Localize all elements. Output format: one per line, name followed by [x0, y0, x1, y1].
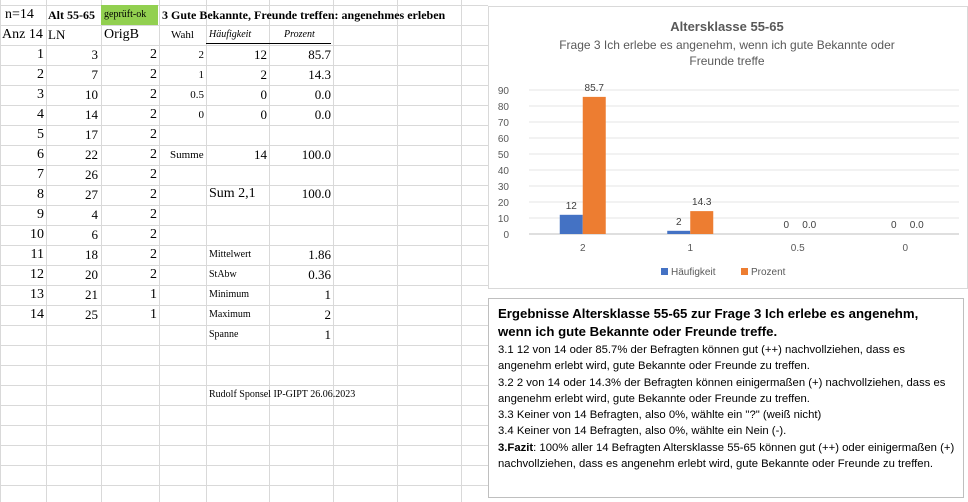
stat-value[interactable]: 1.86 [308, 247, 331, 262]
results-textbox[interactable] [488, 298, 964, 498]
stat-value[interactable]: 1 [324, 327, 331, 342]
origb-value[interactable]: 2 [150, 127, 157, 142]
summe-h[interactable]: 14 [254, 147, 267, 162]
ln-value[interactable]: 6 [91, 227, 98, 242]
freq-h-value[interactable]: 12 [254, 47, 267, 62]
prozent-header[interactable]: Prozent [284, 29, 315, 40]
row-number[interactable]: 9 [37, 207, 44, 222]
row-number[interactable]: 2 [37, 67, 44, 82]
bar-haeufigkeit [667, 231, 690, 234]
row-number[interactable]: 6 [37, 147, 44, 162]
origb-value[interactable]: 2 [150, 207, 157, 222]
freq-h-value[interactable]: 2 [260, 67, 267, 82]
y-tick-label: 50 [497, 150, 509, 161]
grid-vline [333, 0, 334, 502]
ln-value[interactable]: 14 [85, 107, 98, 122]
ln-value[interactable]: 27 [85, 187, 98, 202]
row-number[interactable]: 5 [37, 127, 44, 142]
origb-value[interactable]: 1 [150, 307, 157, 322]
y-tick-label: 10 [497, 214, 509, 225]
data-label: 2 [675, 216, 682, 228]
row-number[interactable]: 13 [30, 287, 44, 302]
grid-vline [461, 0, 462, 502]
row-number[interactable]: 3 [37, 87, 44, 102]
origb-value[interactable]: 2 [150, 247, 157, 262]
row-number[interactable]: 14 [30, 307, 44, 322]
freq-p-value[interactable]: 14.3 [308, 67, 331, 82]
ln-value[interactable]: 20 [85, 267, 98, 282]
data-label: 0.0 [909, 220, 924, 231]
chart-subtitle-2: Freunde treffe [689, 54, 765, 68]
x-tick-label: 0 [902, 243, 909, 254]
grid-hline [0, 365, 488, 366]
x-tick-label: 2 [579, 243, 586, 254]
results-title: Ergebnisse Altersklasse 55-65 zur Frage 3 Ich erlebe es angenehm, wenn ich gute Bekannte oder Freunde treffe. [498, 306, 919, 339]
grid-hline [0, 405, 488, 406]
origb-value[interactable]: 2 [150, 267, 157, 282]
origb-value[interactable]: 2 [150, 67, 157, 82]
legend-label-haeufigkeit: Häufigkeit [671, 267, 716, 278]
n-cell[interactable]: n=14 [5, 7, 34, 22]
data-label: 0.0 [802, 220, 817, 231]
bar-chart[interactable] [488, 6, 968, 289]
origb-header[interactable]: OrigB [104, 27, 139, 42]
grid-hline [0, 325, 488, 326]
chart-subtitle-1: Frage 3 Ich erlebe es angenehm, wenn ich gute Bekannte oder [559, 38, 895, 52]
result-3-3: 3.3 Keiner von 14 Befragten, also 0%, wählte ein "?" (weiß nicht) [498, 409, 822, 422]
ln-value[interactable]: 26 [85, 167, 98, 182]
result-3-4: 3.4 Keiner von 14 Befragten, also 0%, wählte ein Nein (-). [498, 425, 787, 438]
ln-value[interactable]: 21 [85, 287, 98, 302]
question-cell[interactable]: 3 Gute Bekannte, Freunde treffen: angenehmes erleben [162, 8, 446, 22]
origb-value[interactable]: 2 [150, 167, 157, 182]
grid-hline [0, 445, 488, 446]
origb-value[interactable]: 1 [150, 287, 157, 302]
wahl-value[interactable]: 2 [198, 49, 204, 61]
y-tick-label: 0 [503, 230, 509, 241]
data-label: 0 [890, 220, 897, 231]
stat-label[interactable]: Minimum [209, 289, 250, 300]
y-tick-label: 40 [497, 166, 509, 177]
row-number[interactable]: 10 [30, 227, 44, 242]
grid-hline [0, 425, 488, 426]
wahl-value[interactable]: 0.5 [190, 89, 204, 101]
plot-area [498, 83, 959, 278]
fazit-label: 3.Fazit [498, 441, 534, 454]
footer-credit[interactable]: Rudolf Sponsel IP-GIPT 26.06.2023 [209, 389, 356, 400]
legend-swatch-prozent [741, 268, 748, 275]
origb-value[interactable]: 2 [150, 187, 157, 202]
x-tick-label: 0.5 [790, 243, 805, 254]
ln-value[interactable]: 10 [85, 87, 98, 102]
result-fazit [498, 440, 955, 473]
ln-value[interactable]: 7 [91, 67, 98, 82]
checked-cell[interactable]: geprüft-ok [104, 9, 147, 20]
ln-value[interactable]: 17 [85, 127, 98, 142]
ln-value[interactable]: 4 [91, 207, 98, 222]
sum21-p[interactable]: 100.0 [301, 186, 331, 201]
ln-value[interactable]: 18 [85, 247, 98, 262]
y-tick-label: 30 [497, 182, 509, 193]
row-number[interactable]: 11 [30, 247, 44, 262]
grid-hline [0, 465, 488, 466]
y-tick-label: 90 [497, 86, 509, 97]
stat-label[interactable]: Mittelwert [209, 249, 252, 260]
grid-hline [0, 485, 488, 486]
row-number[interactable]: 4 [37, 107, 44, 122]
sum21-label[interactable]: Sum 2,1 [209, 186, 256, 201]
data-label: 85.7 [584, 82, 604, 94]
result-3-1: 3.1 12 von 14 oder 85.7% der Befragten können gut (++) nachvollziehen, dass es angenehm erlebt wird, gute Bekannte oder Freunde zu treffen. [498, 344, 905, 373]
bar-haeufigkeit [560, 215, 583, 234]
wahl-header[interactable]: Wahl [171, 29, 194, 41]
stat-label[interactable]: StAbw [209, 269, 237, 280]
bar-prozent [690, 211, 713, 234]
row-number[interactable]: 7 [37, 167, 44, 182]
result-3-2: 3.2 2 von 14 oder 14.3% der Befragten können einigermaßen (+) nachvollziehen, dass es angenehm erlebt wird, gute Bekannte oder Freunde zu treffen. [498, 376, 946, 405]
y-tick-label: 20 [497, 198, 509, 209]
stat-value[interactable]: 2 [324, 307, 331, 322]
anz-header[interactable]: Anz 14 [2, 27, 43, 42]
freq-h-value[interactable]: 0 [260, 107, 267, 122]
bar-prozent [583, 97, 606, 234]
group-cell[interactable]: Alt 55-65 [48, 8, 95, 22]
freq-h-value[interactable]: 0 [260, 87, 267, 102]
stat-label[interactable]: Spanne [209, 329, 239, 340]
y-tick-label: 80 [497, 102, 509, 113]
haeufigkeit-header[interactable]: Häufigkeit [209, 29, 252, 40]
data-label: 0 [783, 220, 790, 231]
data-label: 14.3 [692, 197, 712, 209]
y-tick-label: 70 [497, 118, 509, 129]
data-label: 12 [565, 200, 577, 212]
grid-vline [397, 0, 398, 502]
ln-value[interactable]: 3 [91, 47, 98, 62]
stat-label[interactable]: Maximum [209, 309, 251, 320]
chart-svg [489, 7, 967, 288]
row-number[interactable]: 1 [37, 47, 44, 62]
legend-swatch-haeufigkeit [661, 268, 668, 275]
wahl-value[interactable]: 0 [198, 109, 204, 121]
freq-p-value[interactable]: 0.0 [314, 107, 331, 122]
chart-title: Altersklasse 55-65 [670, 19, 784, 34]
freq-p-value[interactable]: 85.7 [308, 47, 331, 62]
stat-value[interactable]: 0.36 [308, 267, 331, 282]
origb-value[interactable]: 2 [150, 87, 157, 102]
y-tick-label: 60 [497, 134, 509, 145]
ln-header[interactable]: LN [48, 27, 66, 42]
wahl-value[interactable]: 1 [198, 69, 204, 81]
x-tick-label: 1 [687, 243, 694, 254]
grid-hline [0, 345, 488, 346]
header-underline [206, 43, 331, 44]
origb-value[interactable]: 2 [150, 107, 157, 122]
fazit-text: : 100% aller 14 Befragten Altersklasse 55-65 können gut (++) oder einigermaßen (+) nachvollziehen, dass es angenehm erlebt wird, gute Bekannte oder Freunde zu treffen. [498, 441, 955, 471]
ln-value[interactable]: 25 [85, 307, 98, 322]
origb-value[interactable]: 2 [150, 47, 157, 62]
row-number[interactable]: 12 [30, 267, 44, 282]
origb-value[interactable]: 2 [150, 227, 157, 242]
stat-value[interactable]: 1 [324, 287, 331, 302]
freq-p-value[interactable]: 0.0 [314, 87, 331, 102]
summe-p[interactable]: 100.0 [301, 147, 331, 162]
row-number[interactable]: 8 [37, 187, 44, 202]
legend-label-prozent: Prozent [751, 267, 786, 278]
summe-label[interactable]: Summe [170, 149, 204, 161]
origb-value[interactable]: 2 [150, 147, 157, 162]
ln-value[interactable]: 22 [85, 147, 98, 162]
